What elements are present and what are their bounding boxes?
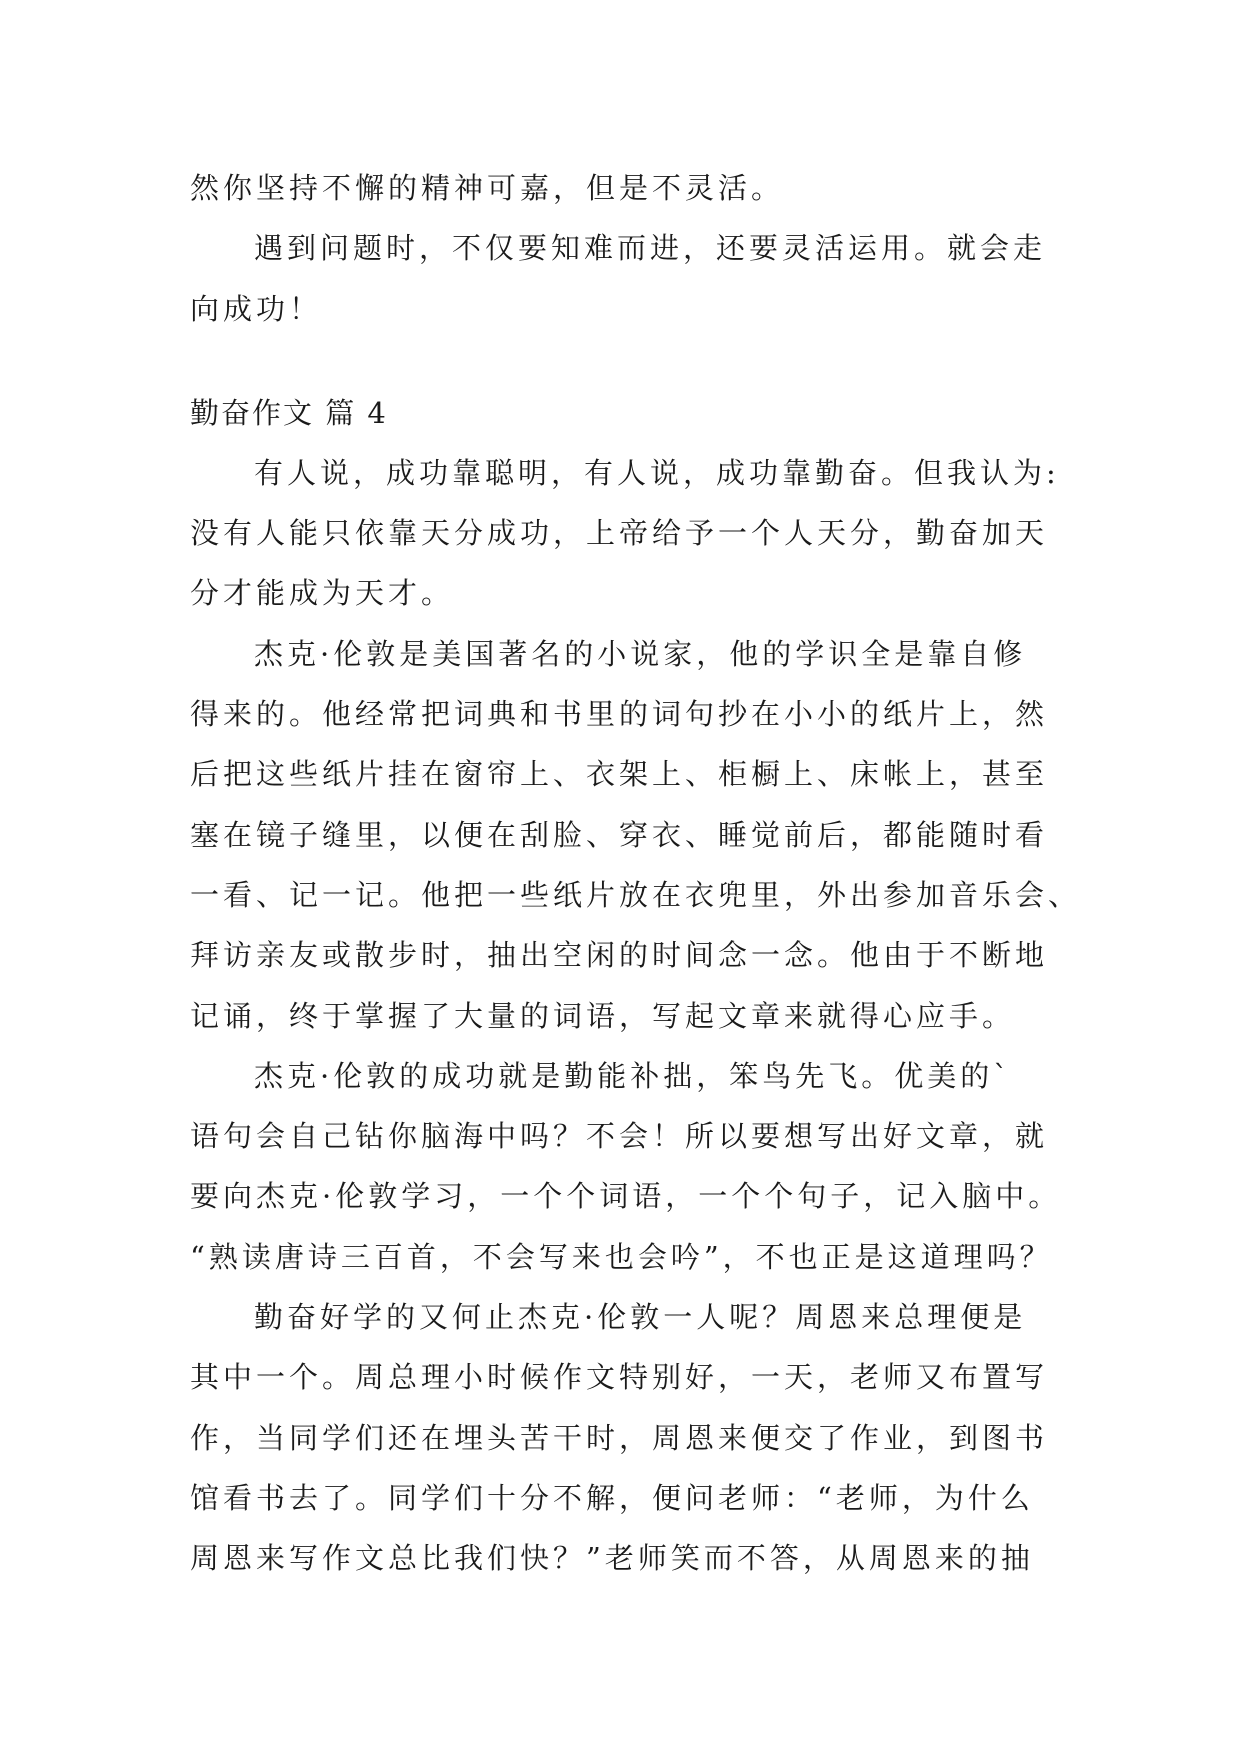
paragraph-line: 拜访亲友或散步时，抽出空闲的时间念一念。他由于不断地 <box>190 938 1049 973</box>
paragraph-line: 遇到问题时，不仅要知难而进，还要灵活运用。就会走 <box>254 231 1047 266</box>
section-title: 勤奋作文 篇 4 <box>190 395 388 430</box>
paragraph-line: 分才能成为天才。 <box>190 576 455 611</box>
paragraph-line: 记诵，终于掌握了大量的词语，写起文章来就得心应手。 <box>190 998 1016 1033</box>
paragraph-line: 没有人能只依靠天分成功，上帝给予一个人天分，勤奋加天 <box>190 516 1049 551</box>
paragraph-line: 周恩来写作文总比我们快？”老师笑而不答，从周恩来的抽 <box>190 1541 1034 1576</box>
paragraph-line: 其中一个。周总理小时候作文特别好，一天，老师又布置写 <box>190 1360 1049 1395</box>
paragraph-line: 一看、记一记。他把一些纸片放在衣兜里，外出参加音乐会、 <box>190 877 1082 912</box>
section-spacer <box>190 339 1070 383</box>
paragraph-line: 要向杰克·伦敦学习，一个个词语，一个个句子，记入脑中。 <box>190 1179 1062 1214</box>
paragraph-line: 勤奋好学的又何止杰克·伦敦一人呢？周恩来总理便是 <box>254 1300 1027 1335</box>
paragraph-line: 馆看书去了。同学们十分不解，便问老师：“老师，为什么 <box>190 1480 1034 1515</box>
paragraph-line: 语句会自己钻你脑海中吗？不会！所以要想写出好文章，就 <box>190 1119 1049 1154</box>
paragraph-line: “熟读唐诗三百首，不会写来也会吟”，不也正是这道理吗？ <box>190 1239 1053 1274</box>
paragraph-line: 然你坚持不懈的精神可嘉，但是不灵活。 <box>190 171 785 205</box>
paragraph-line: 杰克·伦敦的成功就是勤能补拙，笨鸟先飞。优美的` <box>254 1058 1012 1093</box>
paragraph-line: 塞在镜子缝里，以便在刮脸、穿衣、睡觉前后，都能随时看 <box>190 817 1049 852</box>
paragraph-line: 得来的。他经常把词典和书里的词句抄在小小的纸片上，然 <box>190 697 1049 732</box>
paragraph-line: 杰克·伦敦是美国著名的小说家，他的学识全是靠自修 <box>254 636 1027 671</box>
paragraph-line: 作，当同学们还在埋头苦干时，周恩来便交了作业，到图书 <box>190 1420 1049 1455</box>
paragraph-line: 向成功！ <box>190 291 323 326</box>
text-column <box>190 158 1082 1589</box>
paragraph-line: 后把这些纸片挂在窗帘上、衣架上、柜橱上、床帐上，甚至 <box>190 757 1049 792</box>
paragraph-line: 有人说，成功靠聪明，有人说，成功靠勤奋。但我认为: <box>254 455 1060 490</box>
